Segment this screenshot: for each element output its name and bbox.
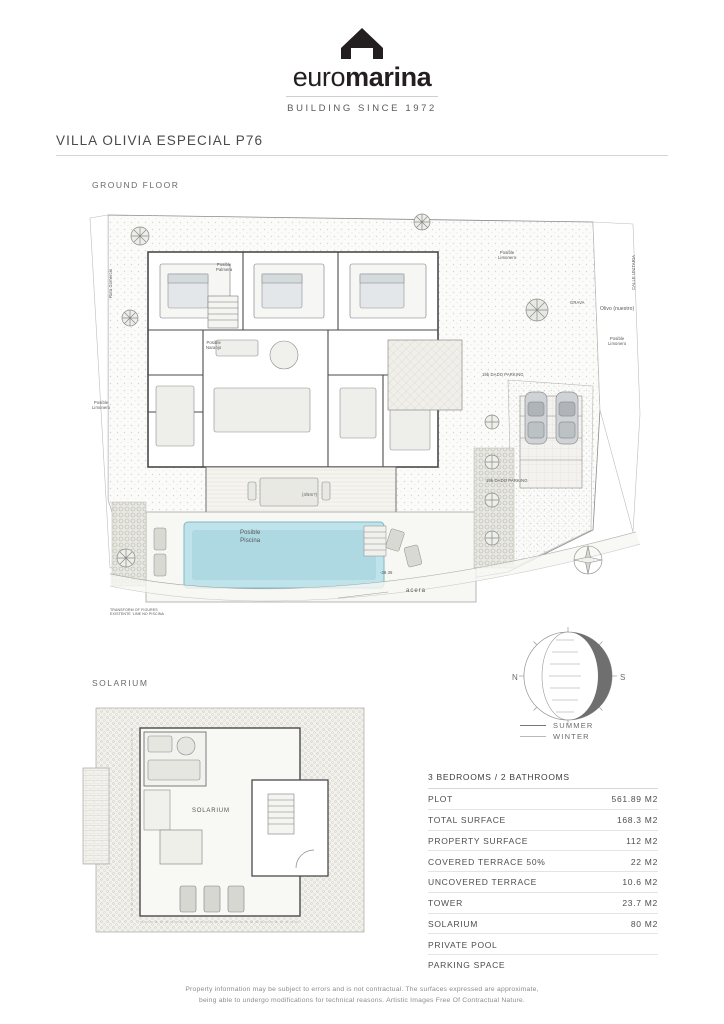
solarium-label: SOLARIUM [92, 678, 149, 688]
solarium-room-label: SOLARIUM [192, 808, 230, 814]
annotation-dim-2936: -29.36 [380, 570, 393, 575]
table-row [428, 851, 658, 872]
brand-logo [0, 26, 724, 114]
annotation-calle-unitaria: CALLE UNITARIA [631, 254, 636, 290]
annotation-posible-piscina: Posible Piscina [240, 530, 261, 544]
annotation-posible-limonero-right: Posible Limonero [608, 336, 627, 347]
annotation-posible-limonero-left: Posible Limonero [92, 400, 111, 411]
annotation-terrace-dim: (4/5m?) [302, 492, 318, 497]
annotation-acera: acera [406, 588, 427, 594]
annotation-posible-naranjo: Posible Naranjo [206, 340, 222, 351]
spec-label: TOWER [428, 898, 463, 909]
table-row [428, 831, 658, 852]
spec-label: PROPERTY SURFACE [428, 835, 529, 846]
table-row [428, 934, 658, 955]
legend-summer-swatch [520, 725, 546, 727]
footer-disclaimer [0, 984, 724, 1006]
annotation-olivo: Olivo (nuestro) [600, 306, 635, 312]
spec-label: PLOT [428, 794, 454, 805]
spec-label: COVERED TERRACE 50% [428, 856, 546, 867]
spec-label: PRIVATE POOL [428, 939, 498, 950]
annotation-posible-palmera: Posible Palmera [216, 262, 233, 273]
ground-floor-plan [88, 200, 648, 620]
title-divider [56, 155, 668, 156]
annotation-transformer-note: TRANSFORM OF FIGURES EXISTENTE 'LINE NO PISCINA [110, 608, 165, 617]
house-roof-icon [339, 26, 385, 60]
brand-name-bold: marina [345, 62, 432, 92]
annotation-grava: GRAVA [570, 300, 585, 305]
legend-winter [520, 731, 650, 742]
spec-value: 168.3 M2 [616, 814, 658, 825]
solarium-plan [82, 698, 412, 948]
table-row [428, 789, 658, 810]
specs-table [428, 772, 658, 975]
table-row [428, 893, 658, 914]
annotation-parking-2: 19b DADO PARKING [486, 478, 528, 483]
legend-winter-swatch [520, 736, 546, 738]
table-row [428, 955, 658, 975]
legend-summer [520, 720, 650, 731]
annotation-calle-comercio: Ruta Comercio [108, 268, 113, 298]
brand-name-light: euro [292, 62, 346, 92]
table-row [428, 872, 658, 893]
brand-tagline: BUILDING SINCE 1972 [287, 103, 437, 114]
spec-value: 80 M2 [630, 918, 658, 929]
table-row [428, 914, 658, 935]
brand-wordmark [0, 64, 724, 91]
sun-diagram-label-north: N [512, 673, 518, 682]
legend-winter-label: WINTER [553, 732, 590, 741]
footer-line-2: being able to undergo modifications for technical reasons. Artistic Images Free Of Contractual Nature. [198, 996, 526, 1004]
spec-label: UNCOVERED TERRACE [428, 877, 538, 888]
ground-floor-drawing [88, 200, 648, 620]
solarium-drawing [82, 698, 412, 948]
annotation-posible-limonero-top: Posible Limonero [498, 250, 517, 261]
table-row [428, 810, 658, 831]
specs-heading: 3 BEDROOMS / 2 BATHROOMS [428, 772, 658, 789]
spec-value: 23.7 M2 [622, 898, 658, 909]
annotation-parking-1: 19b DADO PARKING [482, 372, 524, 377]
sun-diagram-label-south: S [620, 673, 626, 682]
ground-floor-label: GROUND FLOOR [92, 180, 180, 190]
spec-label: PARKING SPACE [428, 960, 506, 971]
legend-summer-label: SUMMER [553, 721, 594, 730]
page-title-block [56, 133, 668, 156]
spec-value: 10.6 M2 [622, 877, 658, 888]
spec-value: 22 M2 [630, 856, 658, 867]
logo-divider [286, 96, 438, 97]
spec-label: TOTAL SURFACE [428, 814, 506, 825]
page-title: VILLA OLIVIA ESPECIAL P76 [56, 133, 264, 148]
sun-diagram-legend [520, 720, 650, 742]
spec-value: 112 M2 [626, 835, 658, 846]
footer-line-1: Property information may be subject to errors and is not contractual. The surfaces expressed are approximate, [185, 985, 539, 993]
spec-value: 561.89 M2 [611, 794, 658, 805]
spec-label: SOLARIUM [428, 918, 478, 929]
